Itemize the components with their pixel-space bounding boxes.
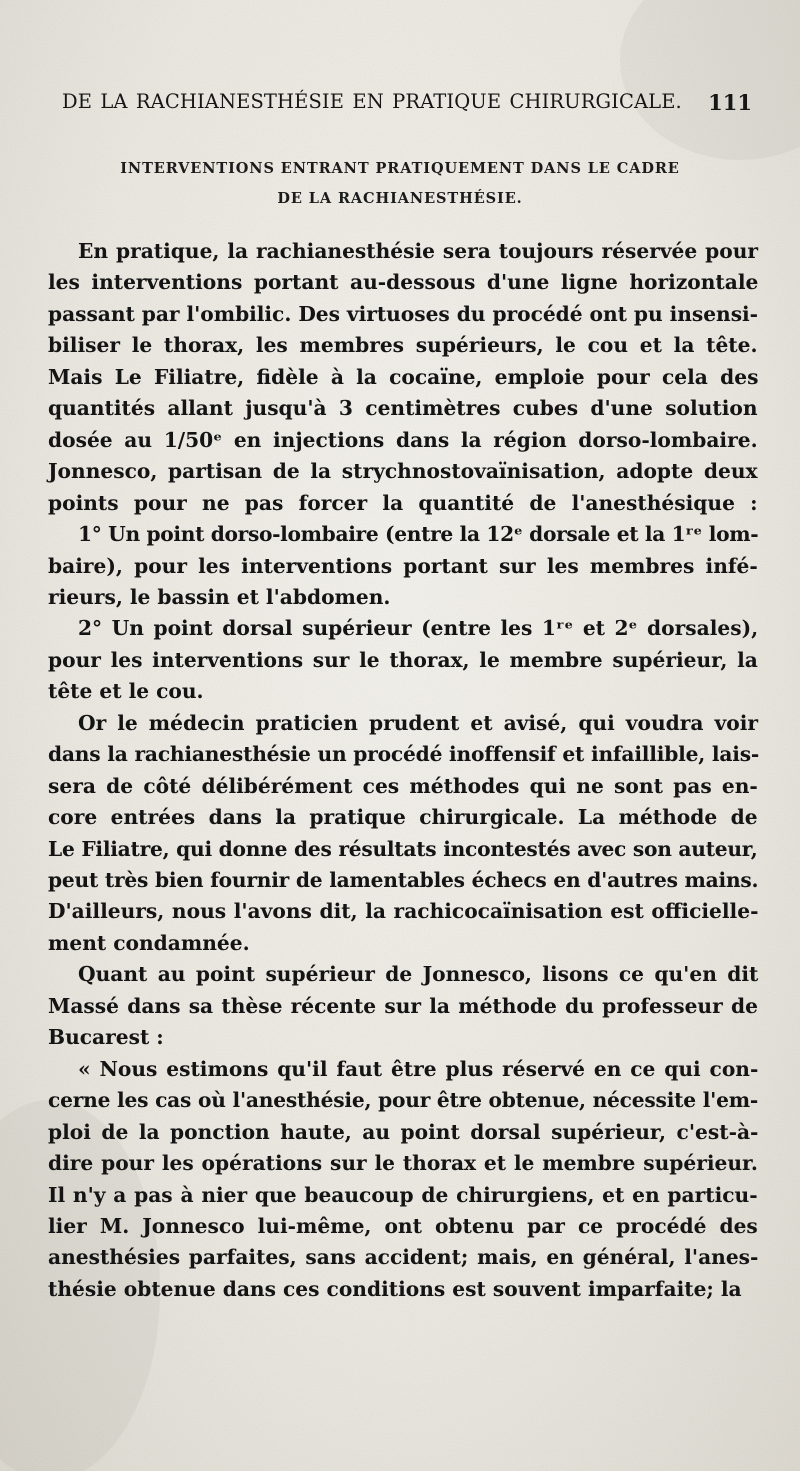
text-line: quantités allant jusqu'à 3 centimètres cubes d'une solution — [48, 396, 758, 421]
section-heading-line-1: INTERVENTIONS ENTRANT PRATIQUEMENT DANS LE CADRE — [120, 160, 680, 177]
text-line: Le Filiatre, qui donne des résultats incontestés avec son auteur, — [48, 836, 758, 861]
text-line: D'ailleurs, nous l'avons dit, la rachicocaïnisation est officielle- — [48, 899, 759, 924]
text-line: thésie obtenue dans ces conditions est souvent imparfaite; la — [48, 1276, 742, 1301]
text-line: Quant au point supérieur de Jonnesco, lisons ce qu'en dit — [78, 962, 759, 987]
text-line: dans la rachianesthésie un procédé inoffensif et infaillible, lais- — [48, 742, 760, 767]
section-heading-line-2: DE LA RACHIANESTHÉSIE. — [277, 190, 523, 207]
text-line: lier M. Jonnesco lui-même, ont obtenu par ce procédé des — [48, 1213, 758, 1238]
text-line: « Nous estimons qu'il faut être plus réservé en ce qui con- — [78, 1056, 759, 1081]
paper-stain — [620, 0, 800, 160]
text-line: Jonnesco, partisan de la strychnostovaïnisation, adopte deux — [48, 459, 758, 484]
text-line: baire), pour les interventions portant sur les membres infé- — [48, 553, 758, 578]
text-line: Bucarest : — [48, 1025, 164, 1050]
text-line: rieurs, le bassin et l'abdomen. — [48, 584, 391, 609]
text-line: biliser le thorax, les membres supérieurs, le cou et la tête. — [48, 333, 758, 358]
text-line: dire pour les opérations sur le thorax et le membre supérieur. — [48, 1151, 758, 1176]
text-line: passant par l'ombilic. Des virtuoses du procédé ont pu insensi- — [48, 301, 759, 326]
text-line: sera de côté délibérément ces méthodes qui ne sont pas en- — [48, 773, 758, 798]
page-number: 111 — [708, 90, 752, 115]
text-line: core entrées dans la pratique chirurgicale. La méthode de — [48, 805, 758, 830]
text-line: 2° Un point dorsal supérieur (entre les 1ʳᵉ et 2ᵉ dorsales), — [78, 616, 759, 641]
running-head — [62, 90, 752, 120]
text-line: cerne les cas où l'anesthésie, pour être obtenue, nécessite l'em- — [48, 1088, 759, 1113]
text-line: 1° Un point dorso-lombaire (entre la 12ᵉ dorsale et la 1ʳᵉ lom- — [78, 522, 759, 547]
text-line: tête et le cou. — [48, 679, 204, 704]
running-title: DE LA RACHIANESTHÉSIE EN PRATIQUE CHIRURGICALE. — [62, 90, 682, 113]
text-line: dosée au 1/50ᵉ en injections dans la région dorso-lombaire. — [48, 427, 758, 452]
text-line: ment condamnée. — [48, 930, 250, 955]
text-line: En pratique, la rachianesthésie sera toujours réservée pour — [78, 239, 759, 263]
text-line: points pour ne pas forcer la quantité de l'anesthésique : — [48, 490, 758, 515]
text-line: anesthésies parfaites, sans accident; mais, en général, l'anes- — [48, 1245, 759, 1270]
text-line: Il n'y a pas à nier que beaucoup de chirurgiens, et en particu- — [48, 1182, 758, 1207]
text-line: Mais Le Filiatre, fidèle à la cocaïne, emploie pour cela des — [48, 364, 759, 389]
text-line: ploi de la ponction haute, au point dorsal supérieur, c'est-à- — [48, 1119, 759, 1144]
text-line: Or le médecin praticien prudent et avisé, qui voudra voir — [78, 710, 759, 735]
text-line: peut très bien fournir de lamentables échecs en d'autres mains. — [48, 868, 759, 892]
text-line: pour les interventions sur le thorax, le membre supérieur, la — [48, 647, 758, 672]
text-line: les interventions portant au-dessous d'une ligne horizontale — [48, 270, 759, 295]
text-line: Massé dans sa thèse récente sur la méthode du professeur de — [48, 993, 758, 1018]
